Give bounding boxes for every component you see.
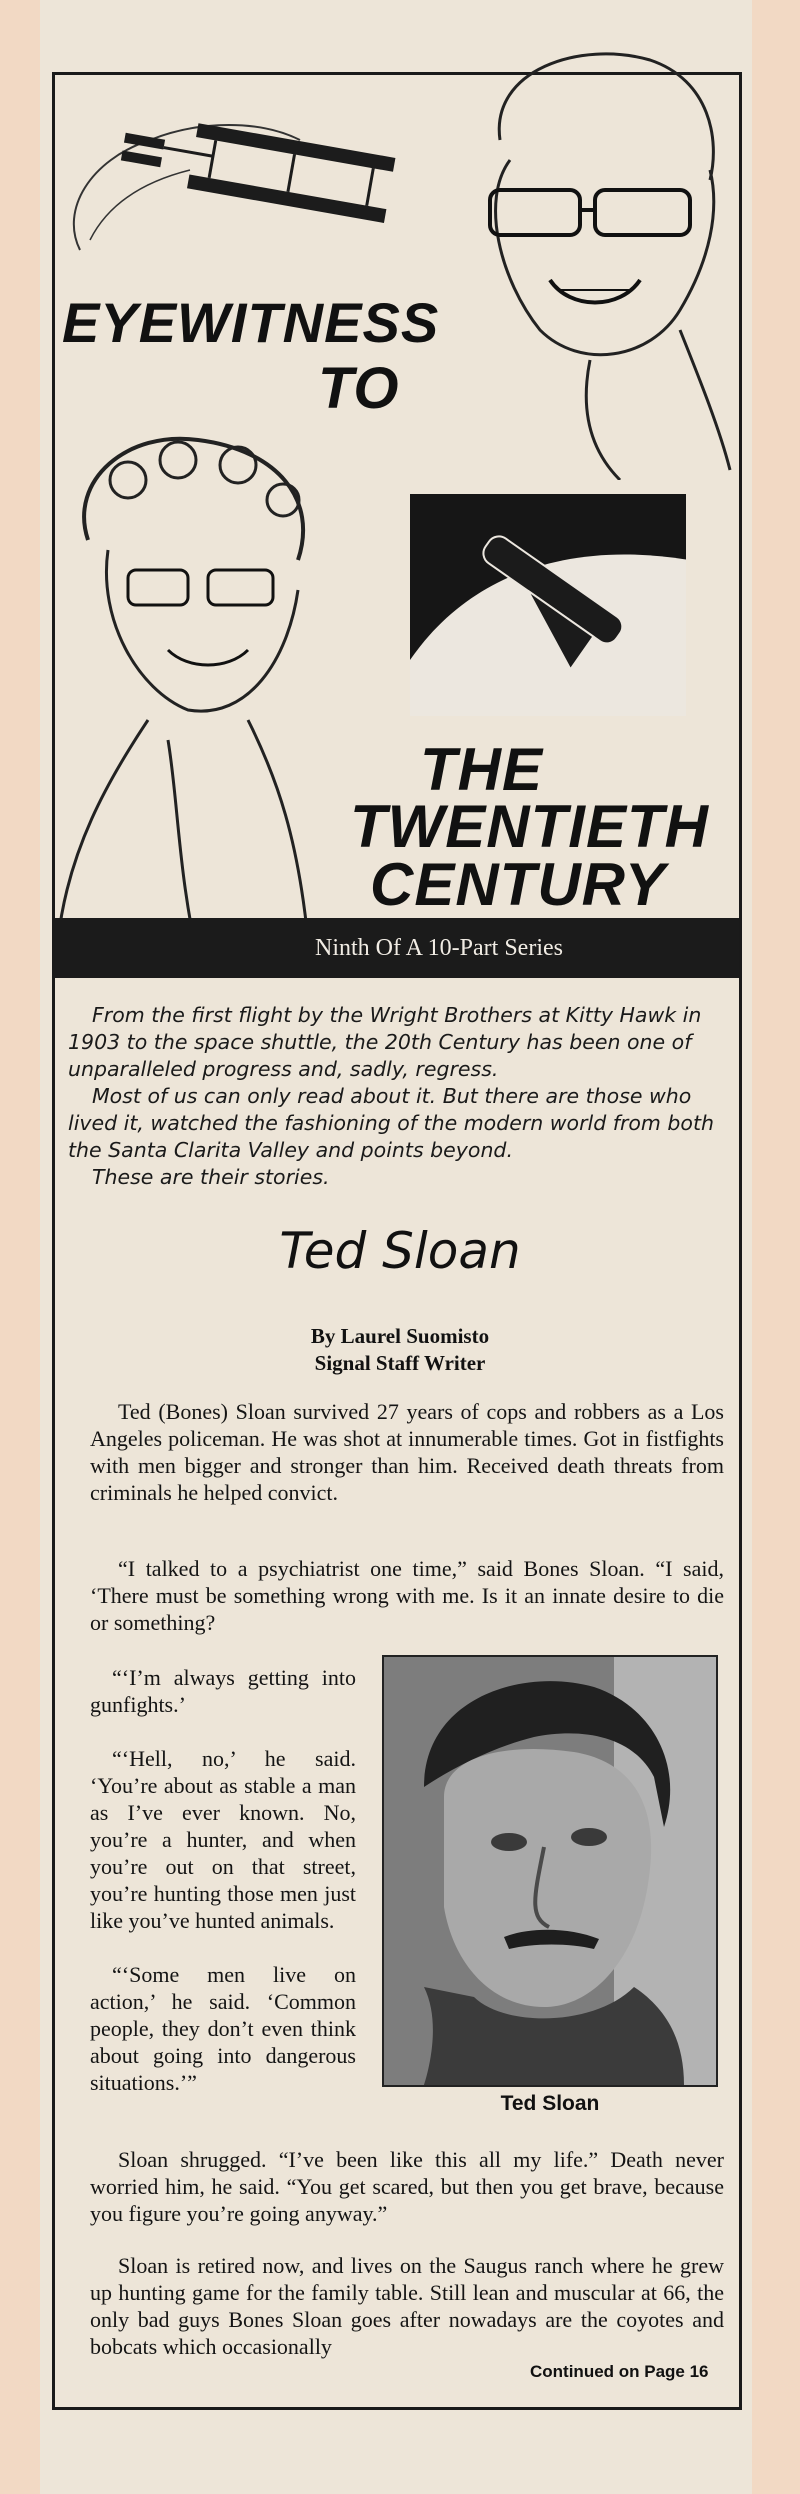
series-banner bbox=[55, 918, 739, 978]
elderly-man-caricature bbox=[420, 30, 740, 480]
paragraph-text: Ted (Bones) Sloan survived 27 years of cops and robbers as a Los Angeles policeman. He was shot at innumerable times. Got in fistfights with men bigger and stronger than him. Received death threats from criminals he helped convict. bbox=[90, 1399, 724, 1505]
intro-paragraph: From the first flight by the Wright Brothers at Kitty Hawk in 1903 to the space shuttle, the 20th Century has been one of unparalleled progress and, sadly, regress. bbox=[68, 1003, 702, 1081]
headline-line-4: TWENTIETH bbox=[350, 793, 709, 860]
article-paragraph-3 bbox=[90, 2146, 724, 2227]
article-title: Ted Sloan bbox=[279, 1222, 521, 1280]
paragraph-text: “I talked to a psychiatrist one time,” said Bones Sloan. “I said, ‘There must be something wrong with me. Is it an innate desire to die or something? bbox=[90, 1556, 724, 1635]
intro-text bbox=[68, 1002, 728, 1191]
paragraph-text: Sloan shrugged. “I’ve been like this all my life.” Death never worried him, he said. “You get scared, but then you get brave, because you figure you’re going anyway.” bbox=[90, 2147, 724, 2226]
article-column bbox=[90, 1664, 356, 2123]
column-paragraph: “‘Some men live on action,’ he said. ‘Common people, they don’t even think about going into dangerous situations.’” bbox=[90, 1962, 356, 2095]
headline-line-5: CENTURY bbox=[370, 851, 666, 918]
column-paragraph: “‘I’m always getting into gunfights.’ bbox=[90, 1665, 356, 1717]
column-paragraph: “‘Hell, no,’ he said. ‘You’re about as stable a man as I’ve ever known. No, you’re a hunter, and when you’re out on that street, you’re hunting those men just like you’ve hunted animals. bbox=[90, 1746, 356, 1933]
photo-caption: Ted Sloan bbox=[500, 2092, 600, 2115]
byline-role: Signal Staff Writer bbox=[314, 1351, 486, 1375]
byline-author: By Laurel Suomisto bbox=[310, 1324, 490, 1348]
series-label: Ninth Of A 10-Part Series bbox=[315, 934, 563, 961]
headline-line-2: TO bbox=[318, 356, 400, 421]
intro-paragraph: These are their stories. bbox=[92, 1165, 330, 1189]
continued-note: Continued on Page 16 bbox=[530, 2362, 709, 2381]
headline-line-3: THE bbox=[420, 736, 543, 803]
space-shuttle-illustration bbox=[410, 494, 686, 716]
byline bbox=[0, 1323, 800, 1377]
headline-line-1: EYEWITNESS bbox=[62, 291, 440, 354]
article-paragraph-1 bbox=[90, 1398, 724, 1506]
elderly-woman-caricature bbox=[48, 420, 348, 980]
paragraph-text: Sloan is retired now, and lives on the Saugus ranch where he grew up hunting game for the family table. Still lean and muscular at 66, the only bad guys Bones Sloan goes after nowadays are the coyotes and bobcats which occasionally bbox=[90, 2253, 724, 2359]
biplane-illustration bbox=[60, 100, 410, 270]
article-paragraph-2 bbox=[90, 1555, 724, 1636]
portrait-image bbox=[384, 1657, 716, 2085]
portrait-photo bbox=[382, 1655, 718, 2087]
article-paragraph-4 bbox=[90, 2252, 724, 2360]
intro-paragraph: Most of us can only read about it. But there are those who lived it, watched the fashioning of the modern world from both the Santa Clarita Valley and points beyond. bbox=[68, 1084, 714, 1162]
